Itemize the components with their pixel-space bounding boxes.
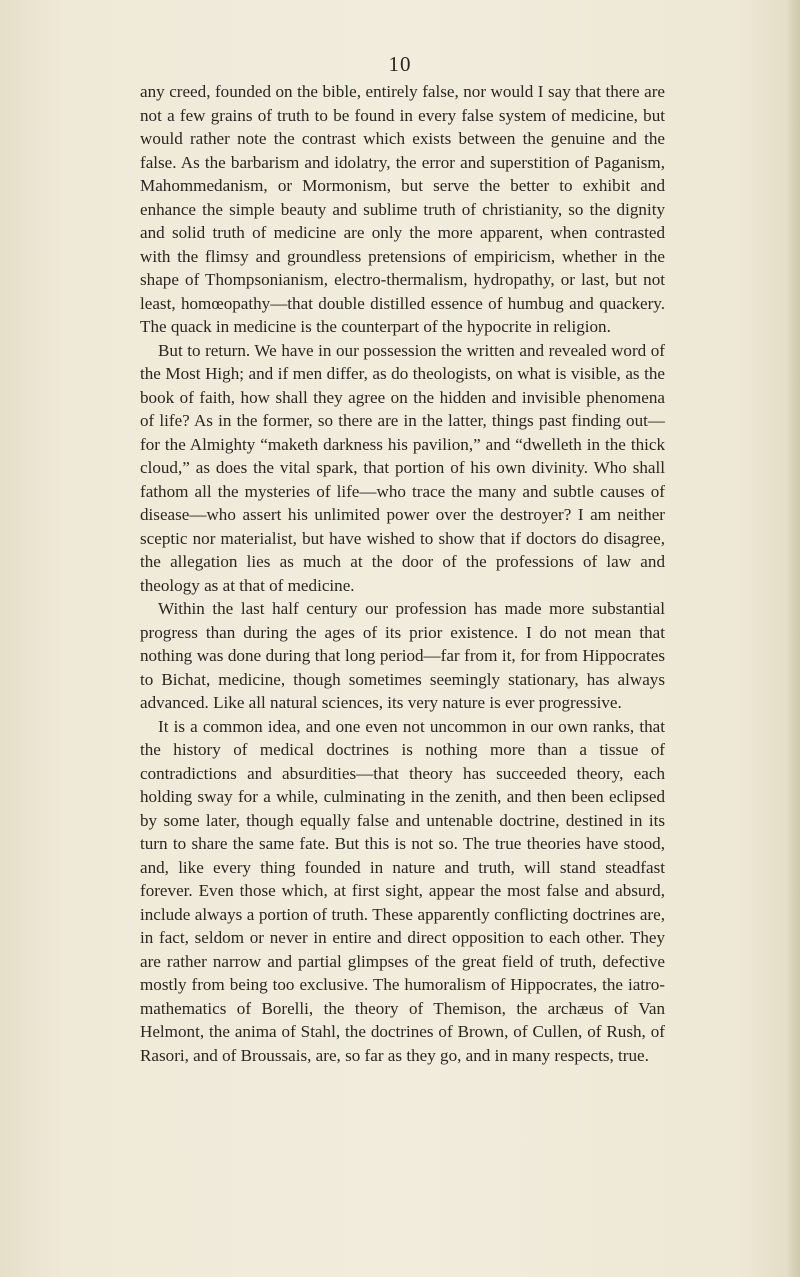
paragraph-1: any creed, founded on the bible, entirely false, nor would I say that there are not a few grains of truth to be found in every false system of medicine, but would rather note the contrast which exists between the genuine and the false. As the barbarism and idolatry, the error and superstition of Paganism, Mahommedanism, or Mormonism, but serve the better to exhibit and enhance the simple beauty and sublime truth of christianity, so the dignity and solid truth of medicine are only the more apparent, when contrasted with the flimsy and groundless pretensions of empiricism, whether in the shape of Thompsonianism, electro-thermalism, hydropathy, or last, but not least, homœopathy—that double distilled essence of humbug and quackery. The quack in medicine is the counterpart of the hypocrite in religion. <box>140 82 665 336</box>
page-edge-shadow <box>786 0 800 1277</box>
paragraph-3: Within the last half century our profession has made more substantial progress than during the ages of its prior existence. I do not mean that nothing was done during that long period—far from it, for from Hippocrates to Bichat, medicine, though sometimes seemingly stationary, has always advanced. Like all natural sciences, its very nature is ever progressive. <box>140 599 665 712</box>
paragraph-4: It is a common idea, and one even not uncommon in our own ranks, that the history of medical doctrines is nothing more than a tissue of contradictions and absurdities—that theory has succeeded theory, each holding sway for a while, culminating in the zenith, and then been eclipsed by some later, though equally false and untenable doctrine, destined in its turn to share the same fate. But this is not so. The true theories have stood, and, like every thing founded in nature and truth, will stand steadfast forever. Even those which, at first sight, appear the most false and absurd, include always a portion of truth. These apparently conflicting doctrines are, in fact, seldom or never in entire and direct opposition to each other. They are rather narrow and partial glimpses of the great field of truth, defective mostly from being too exclusive. The humoralism of Hippocrates, the iatro-mathematics of Borelli, the theory of Themison, the archæus of Van Helmont, the anima of Stahl, the doctrines of Brown, of Cullen, of Rush, of Rasori, and of Broussais, are, so far as they go, and in many respects, true. <box>140 716 665 1065</box>
page-number: 10 <box>388 52 412 76</box>
paragraph-2: But to return. We have in our possession the written and revealed word of the Most High; and if men differ, as do theologists, on what is visible, as the book of faith, how shall they agree on the hidden and invisible phenomena of life? As in the former, so there are in the latter, things past finding out—for the Almighty “maketh darkness his pavilion,” and “dwelleth in the thick cloud,” as does the vital spark, that portion of his own divinity. Who shall fathom all the mysteries of life—who trace the many and subtle causes of disease—who assert his unlimited power over the destroyer? I am neither sceptic nor materialist, but have wished to show that if doctors do disagree, the allegation lies as much at the door of the professions of law and theology as at that of medicine. <box>140 340 665 595</box>
body-text <box>140 80 665 1067</box>
